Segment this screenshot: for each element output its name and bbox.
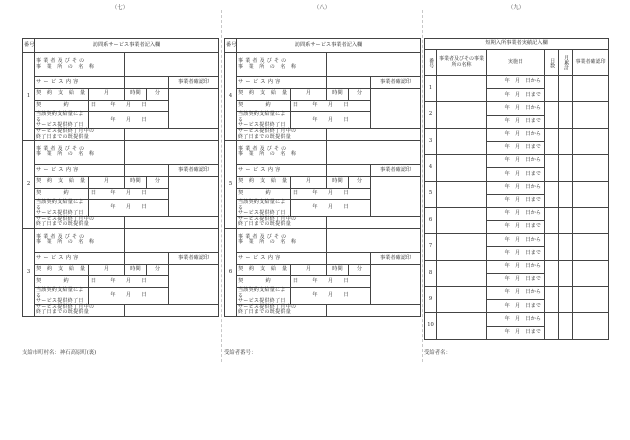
contract-amount-label: 契 約 支 給 量 <box>35 88 89 100</box>
service-content-field[interactable] <box>327 252 371 264</box>
provider-header: 事業者及びその事業所の名称 <box>437 50 487 76</box>
provider-name-label: 事 業 者 及 び そ の 事 業 所 の 名 称 <box>35 140 125 164</box>
entry-number: 6 <box>225 228 237 316</box>
service-content-label: サ ー ビ ス 内 容 <box>35 77 125 89</box>
end-date-label: 当該契約支給量による サービス提供終了日 <box>35 112 89 129</box>
used-amount-field[interactable] <box>327 129 421 141</box>
used-amount-label: サービス提供終了月中の 終了日までの既提供量 <box>237 129 327 141</box>
service-content-label: サ ー ビ ス 内 容 <box>35 164 125 176</box>
end-date-field[interactable]: 年 月 日 <box>291 112 371 129</box>
month-unit: 月 <box>89 88 125 100</box>
row-number: 2 <box>425 102 437 128</box>
monthly-total-field[interactable] <box>559 155 573 181</box>
monthly-total-field[interactable] <box>559 234 573 260</box>
month-unit: 月 <box>291 264 327 276</box>
used-amount-field[interactable] <box>125 305 219 317</box>
end-date-field[interactable]: 年 月 日 <box>291 288 371 305</box>
hours-unit: 時間 <box>327 264 349 276</box>
confirm-stamp-field[interactable] <box>573 128 609 154</box>
service-content-field[interactable] <box>327 164 371 176</box>
monthly-total-field[interactable] <box>559 207 573 233</box>
recipient-number-label: 受給者番号： <box>224 350 257 356</box>
provider-field[interactable] <box>437 76 487 102</box>
period-header: 実施日 <box>487 50 545 76</box>
confirm-stamp-label: 事業者確認印 <box>371 164 421 176</box>
confirm-stamp-field[interactable] <box>169 88 219 128</box>
days-field[interactable] <box>545 260 559 286</box>
column-8-number: （八） <box>313 5 331 11</box>
from-date-field[interactable]: 年 月 日から <box>487 181 545 194</box>
monthly-total-field[interactable] <box>559 128 573 154</box>
row-number: 9 <box>425 287 437 313</box>
confirm-stamp-field[interactable] <box>169 264 219 304</box>
days-field[interactable] <box>545 76 559 102</box>
days-field[interactable] <box>545 128 559 154</box>
end-date-field[interactable]: 年 月 日 <box>89 112 169 129</box>
days-field[interactable] <box>545 155 559 181</box>
no-header: 番号 <box>225 39 237 53</box>
confirm-stamp-field[interactable] <box>573 207 609 233</box>
confirm-stamp-field[interactable] <box>371 88 421 128</box>
contract-amount-label: 契 約 支 給 量 <box>35 176 89 188</box>
no-header: 番号 <box>23 39 35 53</box>
contract-date-label: 契 約 日 <box>237 188 291 200</box>
confirm-stamp-field[interactable] <box>573 234 609 260</box>
month-unit: 月 <box>291 88 327 100</box>
provider-field[interactable] <box>437 207 487 233</box>
provider-name-field[interactable] <box>327 53 421 77</box>
service-content-label: サ ー ビ ス 内 容 <box>237 77 327 89</box>
monthly-total-field[interactable] <box>559 287 573 313</box>
row-number: 1 <box>425 76 437 102</box>
confirm-stamp-field[interactable] <box>169 176 219 216</box>
from-date-field[interactable]: 年 月 日から <box>487 155 545 168</box>
contract-amount-label: 契 約 支 給 量 <box>237 264 291 276</box>
column-9-table <box>424 38 609 340</box>
hours-unit: 時間 <box>125 264 147 276</box>
contract-date-field[interactable]: 年 月 日 <box>291 188 371 200</box>
from-date-field[interactable]: 年 月 日から <box>487 207 545 220</box>
provider-field[interactable] <box>437 260 487 286</box>
days-field[interactable] <box>545 102 559 128</box>
from-date-field[interactable]: 年 月 日から <box>487 234 545 247</box>
end-date-label: 当該契約支給量による サービス提供終了日 <box>237 112 291 129</box>
days-field[interactable] <box>545 207 559 233</box>
contract-date-field[interactable]: 年 月 日 <box>291 100 371 112</box>
entry-number: 5 <box>225 140 237 228</box>
confirm-stamp-field[interactable] <box>573 181 609 207</box>
monthly-total-field[interactable] <box>559 313 573 339</box>
from-date-field[interactable]: 年 月 日から <box>487 128 545 141</box>
contract-date-label: 契 約 日 <box>35 276 89 288</box>
provider-field[interactable] <box>437 155 487 181</box>
minutes-unit: 分 <box>147 176 169 188</box>
confirm-stamp-label: 事業者確認印 <box>169 77 219 89</box>
days-field[interactable] <box>545 181 559 207</box>
used-amount-field[interactable] <box>125 217 219 229</box>
used-amount-label: サービス提供終了月中の 終了日までの既提供量 <box>35 217 125 229</box>
monthly-total-field[interactable] <box>559 102 573 128</box>
end-date-label: 当該契約支給量による サービス提供終了日 <box>35 200 89 217</box>
provider-name-label: 事 業 者 及 び そ の 事 業 所 の 名 称 <box>237 53 327 77</box>
confirm-stamp-label: 事業者確認印 <box>371 252 421 264</box>
until-date-field[interactable]: 年 月 日まで <box>487 300 545 313</box>
until-date-field[interactable]: 年 月 日まで <box>487 247 545 260</box>
row-number: 5 <box>425 181 437 207</box>
contract-amount-label: 契 約 支 給 量 <box>237 88 291 100</box>
provider-field[interactable] <box>437 181 487 207</box>
end-date-field[interactable]: 年 月 日 <box>291 200 371 217</box>
used-amount-field[interactable] <box>327 217 421 229</box>
provider-name-label: 事 業 者 及 び そ の 事 業 所 の 名 称 <box>237 228 327 252</box>
used-amount-field[interactable] <box>125 129 219 141</box>
confirm-stamp-field[interactable] <box>573 260 609 286</box>
contract-date-label: 契 約 日 <box>237 276 291 288</box>
confirm-stamp-field[interactable] <box>573 313 609 339</box>
contract-date-label: 契 約 日 <box>35 188 89 200</box>
contract-date-label: 契 約 日 <box>35 100 89 112</box>
row-number: 7 <box>425 234 437 260</box>
service-content-label: サ ー ビ ス 内 容 <box>237 164 327 176</box>
confirm-stamp-field[interactable] <box>573 155 609 181</box>
service-content-field[interactable] <box>327 77 371 89</box>
from-date-field[interactable]: 年 月 日から <box>487 76 545 89</box>
contract-amount-label: 契 約 支 給 量 <box>237 176 291 188</box>
used-amount-label: サービス提供終了月中の 終了日までの既提供量 <box>35 129 125 141</box>
until-date-field[interactable]: 年 月 日まで <box>487 115 545 128</box>
hours-unit: 時間 <box>327 176 349 188</box>
column-divider <box>422 10 423 362</box>
monthly-total-field[interactable] <box>559 76 573 102</box>
service-content-field[interactable] <box>125 164 169 176</box>
provider-name-field[interactable] <box>327 140 421 164</box>
column-7-number: （七） <box>111 5 129 11</box>
provider-field[interactable] <box>437 102 487 128</box>
provider-name-field[interactable] <box>125 53 219 77</box>
monthly-total-field[interactable] <box>559 181 573 207</box>
contract-date-field[interactable]: 年 月 日 <box>89 276 169 288</box>
days-field[interactable] <box>545 287 559 313</box>
confirm-stamp-field[interactable] <box>573 76 609 102</box>
confirm-stamp-field[interactable] <box>371 176 421 216</box>
provider-field[interactable] <box>437 313 487 339</box>
confirm-stamp-field[interactable] <box>573 287 609 313</box>
confirm-stamp-label: 事業者確認印 <box>371 77 421 89</box>
month-unit: 月 <box>89 176 125 188</box>
hours-unit: 時間 <box>125 88 147 100</box>
provider-field[interactable] <box>437 287 487 313</box>
hours-unit: 時間 <box>125 176 147 188</box>
from-date-field[interactable]: 年 月 日から <box>487 313 545 326</box>
column-7-table <box>22 38 219 317</box>
until-date-field[interactable]: 年 月 日まで <box>487 141 545 154</box>
provider-field[interactable] <box>437 234 487 260</box>
until-date-field[interactable]: 年 月 日まで <box>487 221 545 234</box>
minutes-unit: 分 <box>147 264 169 276</box>
month-unit: 月 <box>89 264 125 276</box>
service-content-field[interactable] <box>125 77 169 89</box>
until-date-field[interactable]: 年 月 日まで <box>487 89 545 102</box>
provider-name-field[interactable] <box>327 228 421 252</box>
entry-number: 2 <box>23 140 35 228</box>
confirm-stamp-label: 事業者確認印 <box>169 164 219 176</box>
until-date-field[interactable]: 年 月 日まで <box>487 168 545 181</box>
used-amount-label: サービス提供終了月中の 終了日までの既提供量 <box>237 305 327 317</box>
provider-name-field[interactable] <box>125 140 219 164</box>
row-number: 6 <box>425 207 437 233</box>
row-number: 4 <box>425 155 437 181</box>
recipient-name-label: 受給者名： <box>424 350 451 356</box>
minutes-unit: 分 <box>147 88 169 100</box>
from-date-field[interactable]: 年 月 日から <box>487 287 545 300</box>
entry-number: 1 <box>23 53 35 141</box>
used-amount-field[interactable] <box>327 305 421 317</box>
until-date-field[interactable]: 年 月 日まで <box>487 273 545 286</box>
until-date-field[interactable]: 年 月 日まで <box>487 326 545 339</box>
until-date-field[interactable]: 年 月 日まで <box>487 194 545 207</box>
column-8-table <box>224 38 421 317</box>
entry-number: 3 <box>23 228 35 316</box>
row-number: 3 <box>425 128 437 154</box>
contract-date-label: 契 約 日 <box>237 100 291 112</box>
section-title: 訪問系サービス事業者記入欄 <box>35 39 219 53</box>
row-number: 10 <box>425 313 437 339</box>
contract-date-field[interactable]: 年 月 日 <box>89 100 169 112</box>
service-content-label: サ ー ビ ス 内 容 <box>35 252 125 264</box>
month-unit: 月 <box>291 176 327 188</box>
service-content-field[interactable] <box>125 252 169 264</box>
end-date-label: 当該契約支給量による サービス提供終了日 <box>35 288 89 305</box>
minutes-unit: 分 <box>349 264 371 276</box>
confirm-stamp-field[interactable] <box>573 102 609 128</box>
section-title: 短期入所事業者実績記入欄 <box>425 39 609 50</box>
from-date-field[interactable]: 年 月 日から <box>487 260 545 273</box>
contract-date-field[interactable]: 年 月 日 <box>291 276 371 288</box>
column-9-number: （九） <box>507 5 525 11</box>
contract-amount-label: 契 約 支 給 量 <box>35 264 89 276</box>
contract-date-field[interactable]: 年 月 日 <box>89 188 169 200</box>
provider-name-label: 事 業 者 及 び そ の 事 業 所 の 名 称 <box>237 140 327 164</box>
minutes-unit: 分 <box>349 176 371 188</box>
provider-name-field[interactable] <box>125 228 219 252</box>
hours-unit: 時間 <box>327 88 349 100</box>
provider-name-label: 事 業 者 及 び そ の 事 業 所 の 名 称 <box>35 228 125 252</box>
confirm-header: 事業者確認印 <box>573 50 609 76</box>
confirm-stamp-label: 事業者確認印 <box>169 252 219 264</box>
no-header: 番号 <box>425 50 437 76</box>
used-amount-label: サービス提供終了月中の 終了日までの既提供量 <box>237 217 327 229</box>
used-amount-label: サービス提供終了月中の 終了日までの既提供量 <box>35 305 125 317</box>
end-date-field[interactable]: 年 月 日 <box>89 288 169 305</box>
days-header: 日数 <box>545 50 559 76</box>
end-date-label: 当該契約支給量による サービス提供終了日 <box>237 200 291 217</box>
row-number: 8 <box>425 260 437 286</box>
confirm-stamp-field[interactable] <box>371 264 421 304</box>
monthly-total-header: 月累計 <box>559 50 573 76</box>
column-divider <box>221 10 222 362</box>
provider-field[interactable] <box>437 128 487 154</box>
end-date-field[interactable]: 年 月 日 <box>89 200 169 217</box>
municipality-label: 支給市町村名：神石高原町(裏) <box>22 350 97 356</box>
service-content-label: サ ー ビ ス 内 容 <box>237 252 327 264</box>
provider-name-label: 事 業 者 及 び そ の 事 業 所 の 名 称 <box>35 53 125 77</box>
from-date-field[interactable]: 年 月 日から <box>487 102 545 115</box>
section-title: 訪問系サービス事業者記入欄 <box>237 39 421 53</box>
entry-number: 4 <box>225 53 237 141</box>
minutes-unit: 分 <box>349 88 371 100</box>
end-date-label: 当該契約支給量による サービス提供終了日 <box>237 288 291 305</box>
monthly-total-field[interactable] <box>559 260 573 286</box>
days-field[interactable] <box>545 313 559 339</box>
days-field[interactable] <box>545 234 559 260</box>
